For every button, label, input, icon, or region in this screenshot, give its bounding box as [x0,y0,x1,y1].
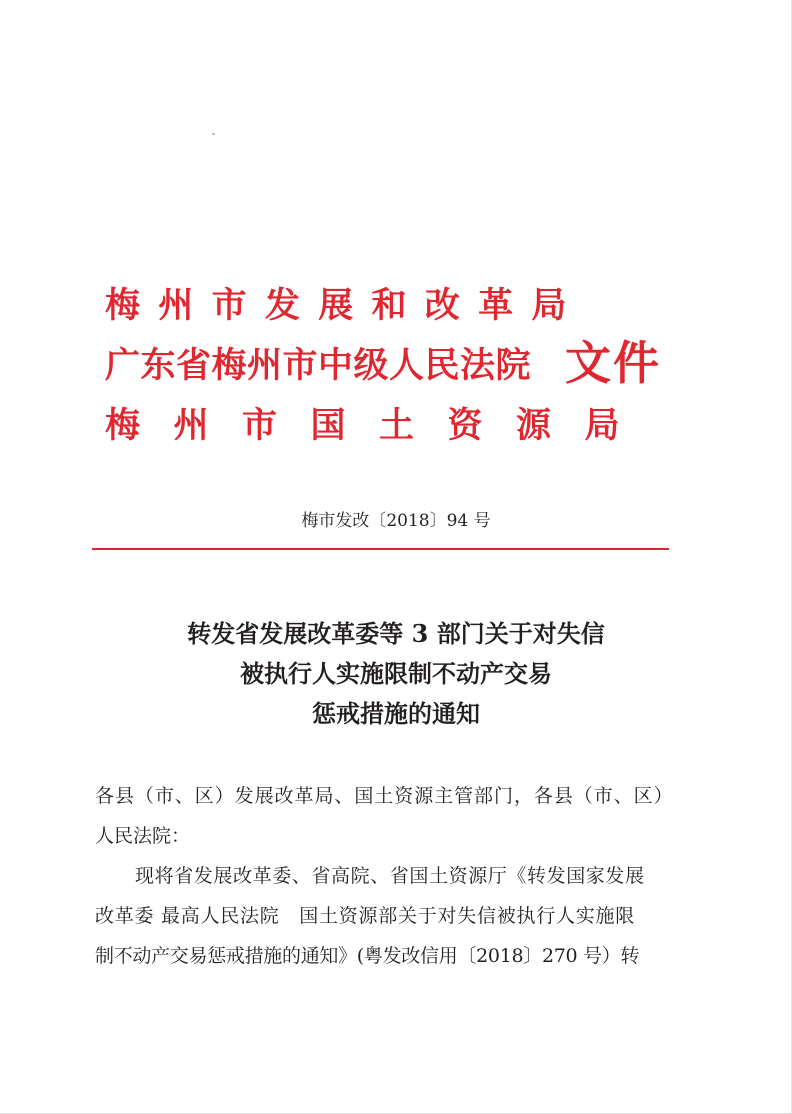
red-separator-line [92,548,669,550]
issuer-meizhou-development-reform-bureau: 梅州市发展和改革局 [105,285,585,326]
body-line-addressees-cont: 人民法院： [95,825,191,847]
body-line-paragraph-start: 现将省发展改革委、省高院、省国土资源厅《转发国家发展 [135,865,645,887]
title-line-2: 被执行人实施限制不动产交易 [240,659,552,688]
body-line-paragraph: 制不动产交易惩戒措施的通知》(粤发改信用〔2018〕270 号）转 [95,945,640,967]
title-line-3: 惩戒措施的通知 [312,699,480,728]
scan-speck [212,133,215,135]
body-line-paragraph: 改革委 最高人民法院 国土资源部关于对失信被执行人实施限 [95,905,636,927]
issuer-meizhou-land-resources-bureau: 梅州市国土资源局 [105,405,654,446]
issuer-meizhou-intermediate-court: 广东省梅州市中级人民法院 [105,345,532,386]
document-body [95,776,695,976]
body-line-addressees: 各县（市、区）发展改革局、国土资源主管部门，各县（市、区） [95,785,674,807]
document-type-label: 文件 [565,336,661,390]
document-title [0,614,792,734]
title-line-1: 转发省发展改革委等 3 部门关于对失信 [187,619,605,648]
document-number: 梅市发改〔2018〕94 号 [301,511,491,531]
